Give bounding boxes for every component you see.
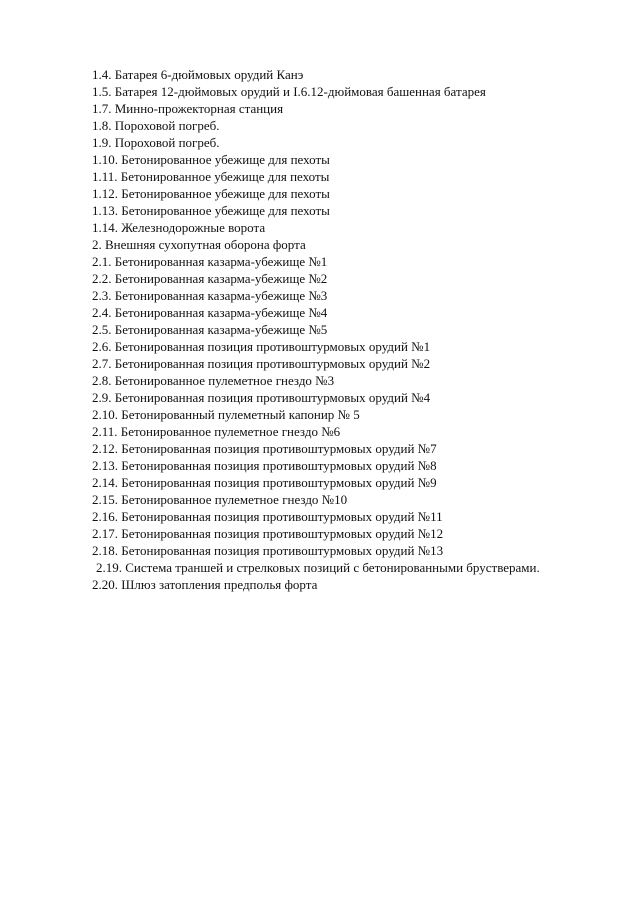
list-item: 1.14. Железнодорожные ворота — [92, 220, 266, 235]
list-item: 2.8. Бетонированное пулеметное гнездо №3 — [92, 373, 335, 388]
list-item: 2.14. Бетонированная позиция противоштурмовых орудий №9 — [92, 475, 437, 490]
list-item: 2.11. Бетонированное пулеметное гнездо №6 — [92, 424, 341, 439]
list-item: 1.9. Пороховой погреб. — [92, 135, 220, 150]
list-item: 2.18. Бетонированная позиция противоштурмовых орудий №13 — [92, 543, 444, 558]
list-item: 2.1. Бетонированная казарма-убежище №1 — [92, 254, 328, 269]
list-item: 2.9. Бетонированная позиция противоштурмовых орудий №4 — [92, 390, 431, 405]
list-item: 2.19. Система траншей и стрелковых позиций с бетонированными брустверами. — [96, 560, 540, 575]
list-item: 2.4. Бетонированная казарма-убежище №4 — [92, 305, 328, 320]
list-item: 2.3. Бетонированная казарма-убежище №3 — [92, 288, 328, 303]
list-item: 1.8. Пороховой погреб. — [92, 118, 220, 133]
list-item: 1.5. Батарея 12-дюймовых орудий и I.6.12-дюймовая башенная батарея — [92, 84, 486, 99]
list-item: 1.13. Бетонированное убежище для пехоты — [92, 203, 330, 218]
list-item: 2.2. Бетонированная казарма-убежище №2 — [92, 271, 328, 286]
list-item: 1.11. Бетонированное убежище для пехоты — [92, 169, 330, 184]
list-item: 2.5. Бетонированная казарма-убежище №5 — [92, 322, 328, 337]
list-item: 2.12. Бетонированная позиция противоштурмовых орудий №7 — [92, 441, 437, 456]
list-item: 2.10. Бетонированный пулеметный капонир № 5 — [92, 407, 360, 422]
section-heading: 2. Внешняя сухопутная оборона форта — [92, 237, 306, 252]
list-item: 1.4. Батарея 6-дюймовых орудий Канэ — [92, 67, 304, 82]
list-item: 2.16. Бетонированная позиция противоштурмовых орудий №11 — [92, 509, 443, 524]
list-item: 2.20. Шлюз затопления предполья форта — [92, 577, 318, 592]
list-item: 2.6. Бетонированная позиция противоштурмовых орудий №1 — [92, 339, 431, 354]
list-item: 2.15. Бетонированное пулеметное гнездо №10 — [92, 492, 348, 507]
list-item: 2.13. Бетонированная позиция противоштурмовых орудий №8 — [92, 458, 437, 473]
document-list — [92, 66, 632, 593]
list-item: 2.7. Бетонированная позиция противоштурмовых орудий №2 — [92, 356, 431, 371]
list-item: 1.10. Бетонированное убежище для пехоты — [92, 152, 330, 167]
list-item: 1.7. Минно-прожекторная станция — [92, 101, 284, 116]
list-item: 1.12. Бетонированное убежище для пехоты — [92, 186, 330, 201]
list-item: 2.17. Бетонированная позиция противоштурмовых орудий №12 — [92, 526, 444, 541]
